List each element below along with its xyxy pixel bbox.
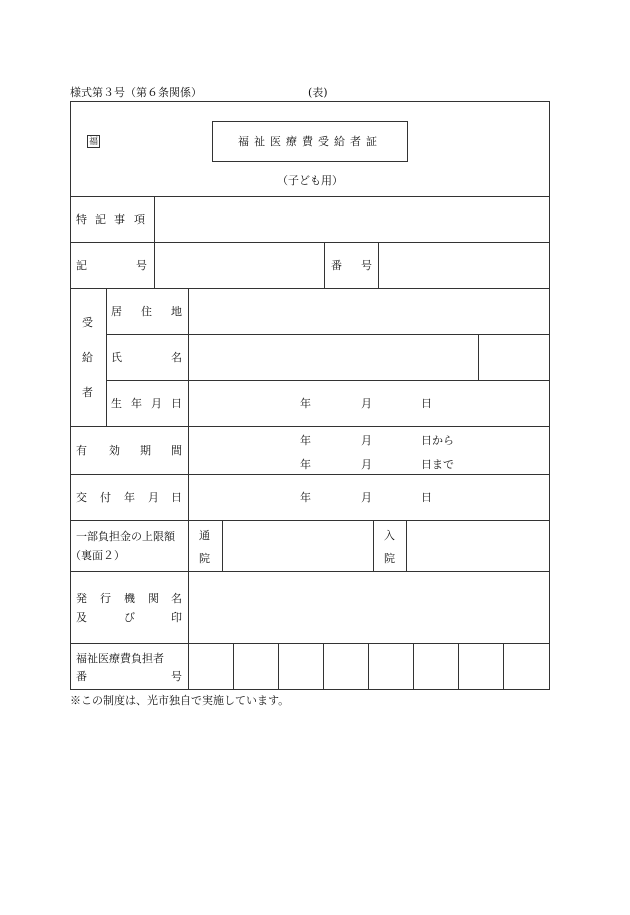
- label-issuer-7: び: [124, 611, 135, 624]
- validity-until-month-unit: 月: [361, 458, 372, 471]
- label-validity-1: 有: [76, 444, 87, 457]
- label-name-1: 氏: [111, 351, 122, 364]
- label-birthdate-2: 年: [131, 397, 142, 410]
- validity-from-year-unit: 年: [300, 434, 311, 447]
- label-inpatient-1: 入: [384, 529, 395, 542]
- label-payer-number-2: 号: [171, 670, 182, 683]
- label-recipient-1: 受: [82, 316, 93, 329]
- label-issuer-1: 発: [76, 592, 87, 605]
- label-address-3: 地: [171, 305, 182, 318]
- label-payer-number-1: 番: [76, 670, 87, 683]
- label-special-notes-3: 事: [114, 213, 125, 226]
- validity-until-day-unit: 日まで: [421, 458, 454, 471]
- label-special-notes-4: 項: [134, 213, 145, 226]
- footer-note: ※この制度は、光市独自で実施しています。: [70, 694, 290, 707]
- issue-month-unit: 月: [361, 491, 372, 504]
- label-issue-date-1: 交: [76, 491, 87, 504]
- label-symbol-1: 記: [76, 259, 87, 272]
- label-special-notes-2: 記: [95, 213, 106, 226]
- birthdate-day-unit: 日: [421, 397, 432, 410]
- label-payer: 福祉医療費負担者: [76, 652, 164, 665]
- issue-day-unit: 日: [421, 491, 432, 504]
- label-copay-limit-note: （裏面２）: [70, 549, 125, 562]
- label-issuer-4: 関: [148, 592, 159, 605]
- label-address-1: 居: [111, 305, 122, 318]
- validity-until-year-unit: 年: [300, 458, 311, 471]
- label-validity-4: 間: [171, 444, 182, 457]
- side-indicator: (表): [308, 86, 328, 99]
- label-recipient-3: 者: [82, 386, 93, 399]
- label-outpatient-1: 通: [199, 529, 210, 542]
- birthdate-year-unit: 年: [300, 397, 311, 410]
- label-validity-2: 効: [109, 444, 120, 457]
- label-validity-3: 期: [140, 444, 151, 457]
- label-issue-date-2: 付: [100, 491, 111, 504]
- label-birthdate-3: 月: [151, 397, 162, 410]
- label-issuer-2: 行: [100, 592, 111, 605]
- validity-from-day-unit: 日から: [421, 434, 454, 447]
- birthdate-month-unit: 月: [361, 397, 372, 410]
- label-recipient-2: 給: [82, 351, 93, 364]
- label-inpatient-2: 院: [384, 552, 395, 565]
- label-issue-date-5: 日: [171, 491, 182, 504]
- card-title: 福祉医療費受給者証: [238, 135, 382, 148]
- label-number-2: 号: [361, 259, 372, 272]
- label-issue-date-3: 年: [124, 491, 135, 504]
- issue-year-unit: 年: [300, 491, 311, 504]
- label-issuer-8: 印: [171, 611, 182, 624]
- form-table-border: [70, 101, 550, 690]
- label-address-2: 住: [141, 305, 152, 318]
- label-issue-date-4: 月: [148, 491, 159, 504]
- label-issuer-6: 及: [76, 611, 87, 624]
- label-issuer-5: 名: [171, 592, 182, 605]
- card-subtitle: （子ども用）: [277, 174, 343, 187]
- label-number-1: 番: [331, 259, 342, 272]
- label-name-2: 名: [171, 351, 182, 364]
- label-copay-limit: 一部負担金の上限額: [76, 530, 175, 543]
- label-issuer-3: 機: [124, 592, 135, 605]
- label-special-notes-1: 特: [76, 213, 87, 226]
- label-birthdate-1: 生: [111, 397, 122, 410]
- label-symbol-2: 号: [136, 259, 147, 272]
- label-birthdate-4: 日: [171, 397, 182, 410]
- validity-from-month-unit: 月: [361, 434, 372, 447]
- form-number: 様式第３号（第６条関係）: [70, 86, 202, 99]
- seal-mark: 福: [88, 137, 98, 147]
- label-outpatient-2: 院: [199, 552, 210, 565]
